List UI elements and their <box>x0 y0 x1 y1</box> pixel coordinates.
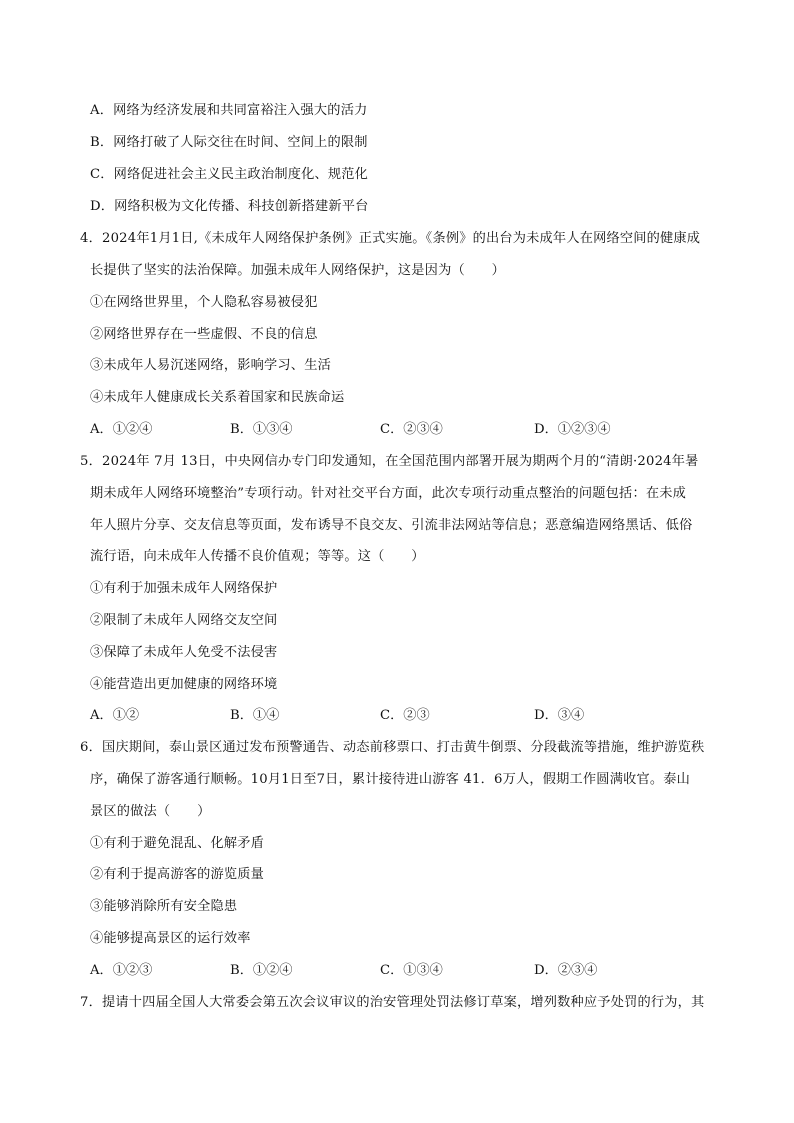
q3-option-d: D．网络积极为文化传播、科技创新搭建新平台 <box>90 199 369 214</box>
q3-option-b: B．网络打破了人际交往在时间、空间上的限制 <box>90 135 368 150</box>
q5-stem-line-2: 期未成年人网络环境整治”专项行动。针对社交平台方面，此次专项行动重点整治的问题包括：在未成 <box>90 486 686 501</box>
q4-item-2: ②网络世界存在一些虚假、不良的信息 <box>90 327 318 342</box>
q6-item-4: ④能够提高景区的运行效率 <box>90 931 251 946</box>
q6-choice-b[interactable]: B．①②④ <box>230 963 293 978</box>
q4-item-3: ③未成年人易沉迷网络，影响学习、生活 <box>90 358 331 373</box>
q7-stem-line-1: 7．提请十四届全国人大常委会第五次会议审议的治安管理处罚法修订草案，增列数种应予处罚的行为，其 <box>80 995 705 1010</box>
q4-choice-b[interactable]: B．①③④ <box>230 422 293 437</box>
q6-item-1: ①有利于避免混乱、化解矛盾 <box>90 836 265 851</box>
q6-item-2: ②有利于提高游客的游览质量 <box>90 867 265 882</box>
q4-choice-c[interactable]: C．②③④ <box>380 422 443 437</box>
q3-option-a: A．网络为经济发展和共同富裕注入强大的活力 <box>90 103 368 118</box>
q6-choice-d[interactable]: D．②③④ <box>534 963 598 978</box>
q6-stem-line-3: 景区的做法（ ） <box>90 804 211 819</box>
q4-stem-line-2: 长提供了坚实的法治保障。加强未成年人网络保护，这是因为（ ） <box>90 263 506 278</box>
q4-item-4: ④未成年人健康成长关系着国家和民族命运 <box>90 390 345 405</box>
q6-choice-c[interactable]: C．①③④ <box>380 963 443 978</box>
q4-choice-a[interactable]: A．①②④ <box>90 422 153 437</box>
q4-item-1: ①在网络世界里，个人隐私容易被侵犯 <box>90 295 318 310</box>
q5-choice-a[interactable]: A．①② <box>90 708 140 723</box>
q6-stem-line-1: 6．国庆期间，泰山景区通过发布预警通告、动态前移票口、打击黄牛倒票、分段截流等措施，维护游览秩 <box>80 740 705 755</box>
q5-item-4: ④能营造出更加健康的网络环境 <box>90 677 278 692</box>
q5-item-1: ①有利于加强未成年人网络保护 <box>90 581 278 596</box>
q4-choice-d[interactable]: D．①②③④ <box>534 422 611 437</box>
q5-stem-line-3: 年人照片分享、交友信息等页面，发布诱导不良交友、引流非法网站等信息；恶意编造网络黑话、低俗 <box>90 518 693 533</box>
q4-choices <box>90 421 710 439</box>
q6-item-3: ③能够消除所有安全隐患 <box>90 899 238 914</box>
q6-choices <box>90 962 710 980</box>
q4-stem-line-1: 4．2024年1月1日,《未成年人网络保护条例》正式实施。《条例》的出台为未成年人在网络空间的健康成 <box>80 231 701 246</box>
q5-item-3: ③保障了未成年人免受不法侵害 <box>90 645 278 660</box>
q6-choice-a[interactable]: A．①②③ <box>90 963 153 978</box>
q5-stem-line-4: 流行语，向未成年人传播不良价值观；等等。这（ ） <box>90 549 425 564</box>
q5-choice-b[interactable]: B．①④ <box>230 708 280 723</box>
q3-option-c: C．网络促进社会主义民主政治制度化、规范化 <box>90 167 369 182</box>
q5-choice-d[interactable]: D．③④ <box>534 708 585 723</box>
q5-choices <box>90 707 710 725</box>
q6-stem-line-2: 序，确保了游客通行顺畅。10月1日至7日，累计接待进山游客 41．6万人，假期工作圆满收官。泰山 <box>90 772 691 787</box>
q5-item-2: ②限制了未成年人网络交友空间 <box>90 613 278 628</box>
q5-choice-c[interactable]: C．②③ <box>380 708 430 723</box>
q5-stem-line-1: 5．2024年 7月 13日，中央网信办专门印发通知，在全国范围内部署开展为期两个月的“清朗·2024年暑 <box>80 454 699 469</box>
